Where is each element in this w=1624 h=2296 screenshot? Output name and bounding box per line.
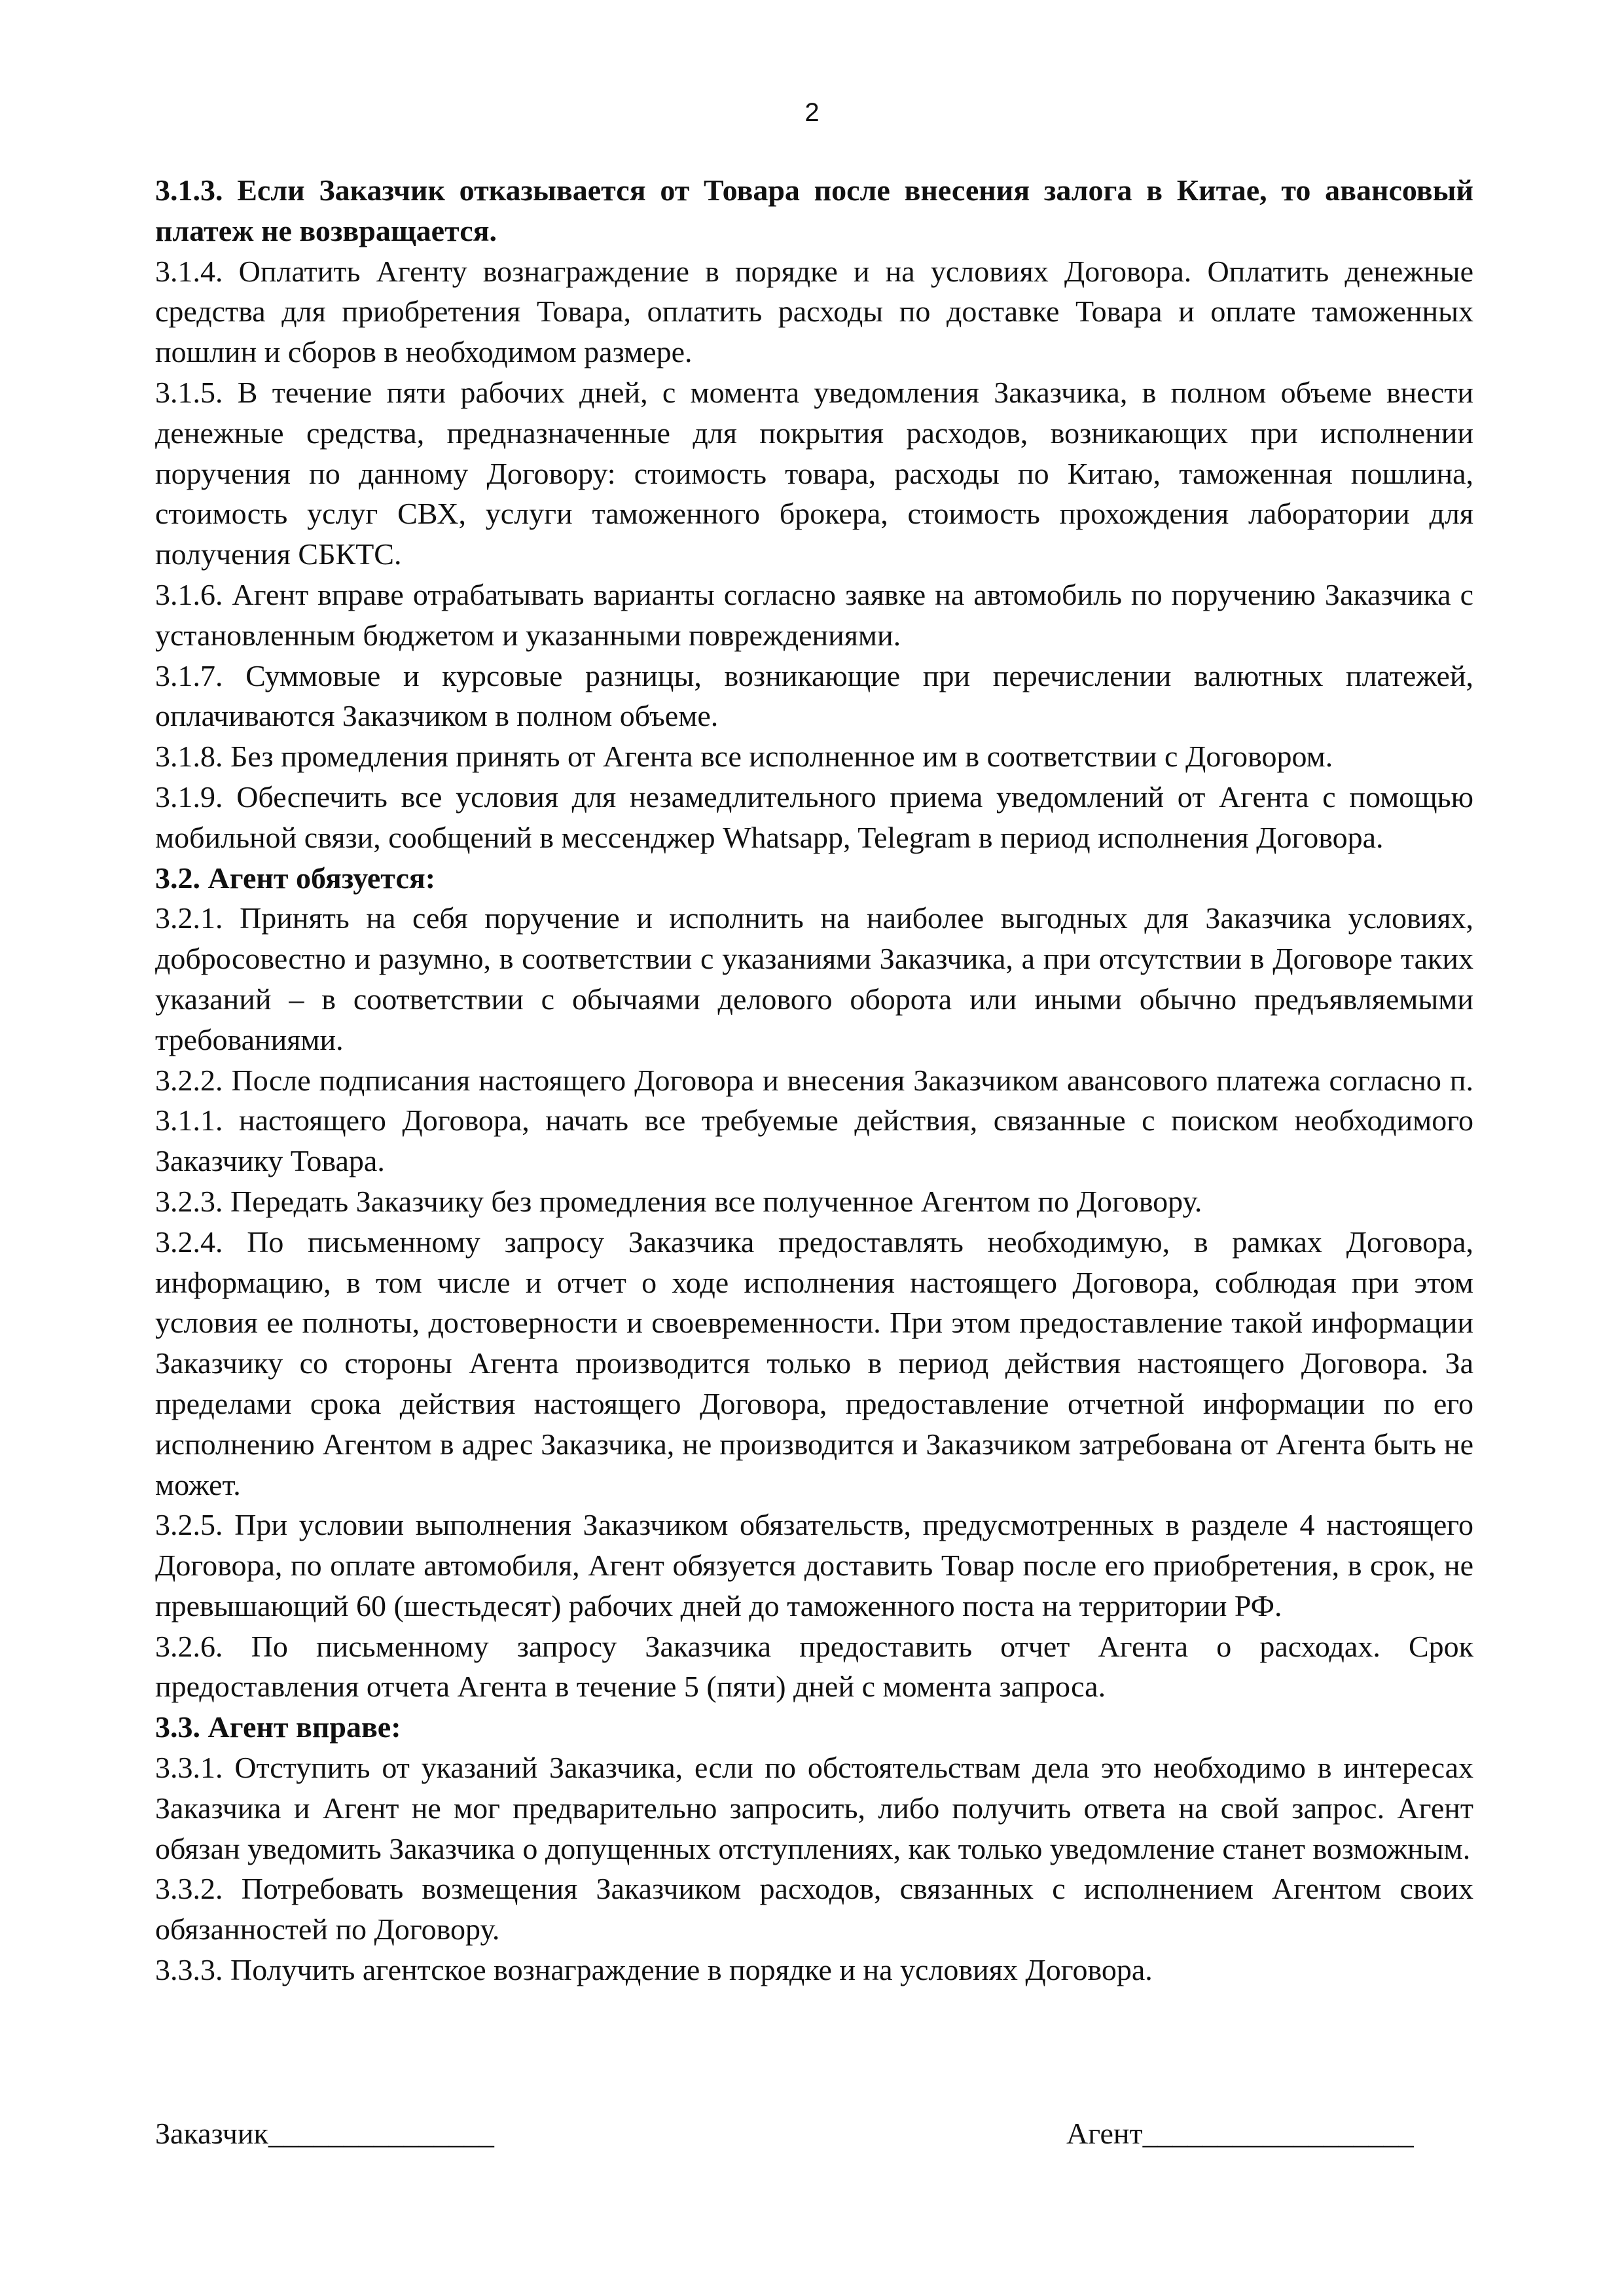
paragraph-3-3-3: 3.3.3. Получить агентское вознаграждение в порядке и на условиях Договора. [155,1953,1153,1987]
paragraph-3-2-3: 3.2.3. Передать Заказчику без промедления все полученное Агентом по Договору. [155,1184,1202,1218]
paragraph-3-2-4: 3.2.4. По письменному запросу Заказчика предоставлять необходимую, в рамках Договора, информацию, в том числе и отчет о ходе исполнения настоящего Договора, соблюдая при этом условия ее полноты, достоверности и своевременности. При этом предоставление такой информации Заказчику со стороны Агента производится только в период действия настоящего Договора. За пределами срока действия настоящего Договора, предоставление отчетной информации по его исполнению Агентом в адрес Заказчика, не производится и Заказчиком затребована от Агента быть не может. [155,1225,1473,1501]
paragraph-3-1-5: 3.1.5. В течение пяти рабочих дней, с момента уведомления Заказчика, в полном объеме внести денежные средства, предназначенные для покрытия расходов, возникающих при исполнении поручения по данному Договору: стоимость товара, расходы по Китаю, таможенная пошлина, стоимость услуг СВХ, услуги таможенного брокера, стоимость прохождения лаборатории для получения СБКТС. [155,375,1473,571]
page-number: 2 [804,98,820,127]
customer-signature-line: Заказчик_______________ [155,2117,494,2150]
paragraph-3-1-9: 3.1.9. Обеспечить все условия для незамедлительного приема уведомлений от Агента с помощью мобильной связи, сообщений в мессенджер Whatsapp, Telegram в период исполнения Договора. [155,780,1473,854]
paragraph-3-1-3: 3.1.3. Если Заказчик отказывается от Товара после внесения залога в Китае, то авансовый платеж не возвращается. [155,173,1473,247]
agent-signature-line: Агент__________________ [1066,2117,1414,2150]
paragraph-3-1-7: 3.1.7. Суммовые и курсовые разницы, возникающие при перечислении валютных платежей, оплачиваются Заказчиком в полном объеме. [155,658,1473,733]
section-heading-3-3: 3.3. Агент вправе: [155,1710,401,1744]
paragraph-3-3-2: 3.3.2. Потребовать возмещения Заказчиком расходов, связанных с исполнением Агентом своих обязанностей по Договору. [155,1872,1473,1946]
paragraph-3-1-8: 3.1.8. Без промедления принять от Агента все исполненное им в соответствии с Договором. [155,740,1333,774]
paragraph-3-1-4: 3.1.4. Оплатить Агенту вознаграждение в порядке и на условиях Договора. Оплатить денежные средства для приобретения Товара, оплатить расходы по доставке Товара и оплате таможенных пошлин и сборов в необходимом размере. [155,254,1473,369]
contract-body [155,170,1473,1990]
paragraph-3-2-5: 3.2.5. При условии выполнения Заказчиком обязательств, предусмотренных в разделе 4 настоящего Договора, по оплате автомобиля, Агент обязуется доставить Товар после его приобретения, в срок, не превышающий 60 (шестьдесят) рабочих дней до таможенного поста на территории РФ. [155,1508,1473,1623]
paragraph-3-3-1: 3.3.1. Отступить от указаний Заказчика, если по обстоятельствам дела это необходимо в интересах Заказчика и Агент не мог предварительно запросить, либо получить ответа на свой запрос. Агент обязан уведомить Заказчика о допущенных отступлениях, как только уведомление станет возможным. [155,1751,1473,1865]
paragraph-3-2-1: 3.2.1. Принять на себя поручение и исполнить на наиболее выгодных для Заказчика условиях, добросовестно и разумно, в соответствии с указаниями Заказчика, а при отсутствии в Договоре таких указаний – в соответствии с обычаями делового оборота или иными обычно предъявляемыми требованиями. [155,901,1473,1056]
paragraph-3-2-6: 3.2.6. По письменному запросу Заказчика предоставить отчет Агента о расходах. Срок предоставления отчета Агента в течение 5 (пяти) дней с момента запроса. [155,1629,1473,1704]
signature-block [155,2114,1473,2153]
section-heading-3-2: 3.2. Агент обязуется: [155,861,436,895]
paragraph-3-1-6: 3.1.6. Агент вправе отрабатывать варианты согласно заявке на автомобиль по поручению Заказчика с установленным бюджетом и указанными повреждениями. [155,577,1473,652]
paragraph-3-2-2: 3.2.2. После подписания настоящего Договора и внесения Заказчиком авансового платежа согласно п. 3.1.1. настоящего Договора, начать все требуемые действия, связанные с поиском необходимого Заказчику Товара. [155,1063,1473,1178]
